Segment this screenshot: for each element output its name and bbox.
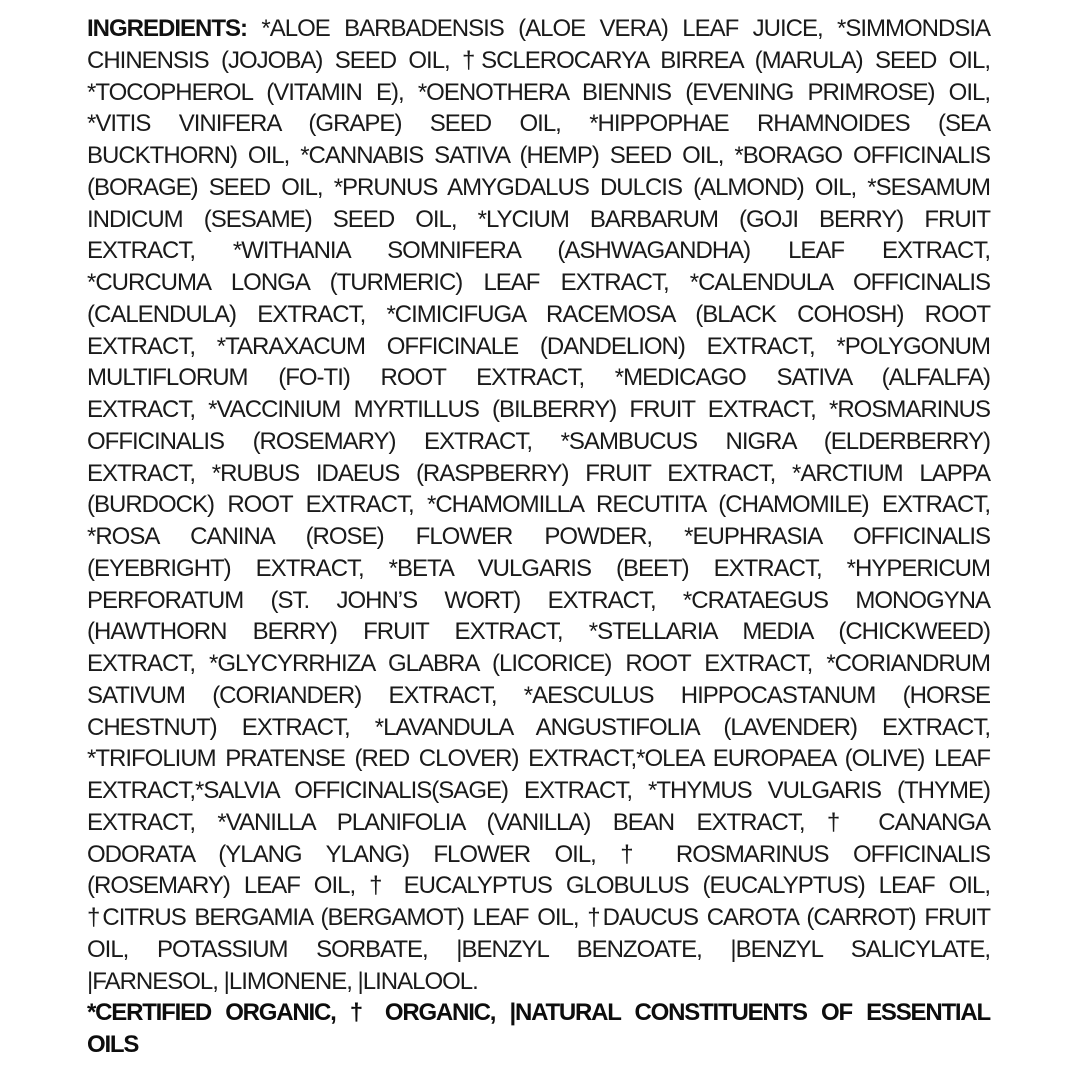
ingredients-line: EXTRACT, *RUBUS IDAEUS (RASPBERRY) FRUIT EXTRACT, *ARCTIUM LAPPA bbox=[87, 459, 990, 487]
ingredients-line: (BORAGE) SEED OIL, *PRUNUS AMYGDALUS DULCIS (ALMOND) OIL, *SESAMUM bbox=[87, 173, 990, 201]
ingredients-line: EXTRACT, *WITHANIA SOMNIFERA (ASHWAGANDHA) LEAF EXTRACT, bbox=[87, 237, 990, 265]
ingredients-line: (EYEBRIGHT) EXTRACT, *BETA VULGARIS (BEET) EXTRACT, *HYPERICUM bbox=[87, 554, 990, 582]
ingredients-lines bbox=[87, 45, 990, 966]
ingredients-line: INDICUM (SESAME) SEED OIL, *LYCIUM BARBARUM (GOJI BERRY) FRUIT bbox=[87, 205, 990, 233]
ingredients-line: OIL, POTASSIUM SORBATE, |BENZYL BENZOATE, |BENZYL SALICYLATE, bbox=[87, 935, 990, 963]
ingredients-paragraph bbox=[87, 13, 990, 1061]
organic-legend bbox=[87, 997, 990, 1061]
ingredients-line: *TRIFOLIUM PRATENSE (RED CLOVER) EXTRACT,*OLEA EUROPAEA (OLIVE) LEAF bbox=[87, 745, 990, 773]
ingredients-line: (ROSEMARY) LEAF OIL, † EUCALYPTUS GLOBULUS (EUCALYPTUS) LEAF OIL, bbox=[87, 872, 990, 900]
ingredients-line: PERFORATUM (ST. JOHN’S WORT) EXTRACT, *CRATAEGUS MONOGYNA bbox=[87, 586, 990, 614]
ingredients-last-line: |FARNESOL, |LIMONENE, |LINALOOL. bbox=[87, 967, 478, 995]
ingredients-line: (BURDOCK) ROOT EXTRACT, *CHAMOMILLA RECUTITA (CHAMOMILE) EXTRACT, bbox=[87, 491, 990, 519]
ingredients-line: EXTRACT, *VANILLA PLANIFOLIA (VANILLA) BEAN EXTRACT, † CANANGA bbox=[87, 808, 990, 836]
ingredients-line: *CURCUMA LONGA (TURMERIC) LEAF EXTRACT, *CALENDULA OFFICINALIS bbox=[87, 269, 990, 296]
ingredients-line: BUCKTHORN) OIL, *CANNABIS SATIVA (HEMP) SEED OIL, *BORAGO OFFICINALIS bbox=[87, 142, 990, 169]
ingredients-line: MULTIFLORUM (FO-TI) ROOT EXTRACT, *MEDICAGO SATIVA (ALFALFA) bbox=[87, 364, 990, 392]
ingredients-first-line-text: *ALOE BARBADENSIS (ALOE VERA) LEAF JUICE, *SIMMONDSIA bbox=[261, 15, 991, 42]
ingredients-line: EXTRACT, *VACCINIUM MYRTILLUS (BILBERRY) FRUIT EXTRACT, *ROSMARINUS bbox=[87, 396, 990, 423]
ingredients-line: *VITIS VINIFERA (GRAPE) SEED OIL, *HIPPOPHAE RHAMNOIDES (SEA bbox=[87, 110, 990, 138]
ingredients-line: (CALENDULA) EXTRACT, *CIMICIFUGA RACEMOSA (BLACK COHOSH) ROOT bbox=[87, 300, 990, 328]
ingredients-line: CHINENSIS (JOJOBA) SEED OIL, †SCLEROCARYA BIRREA (MARULA) SEED OIL, bbox=[87, 46, 990, 74]
ingredients-line: (HAWTHORN BERRY) FRUIT EXTRACT, *STELLARIA MEDIA (CHICKWEED) bbox=[87, 618, 990, 646]
ingredients-line: OFFICINALIS (ROSEMARY) EXTRACT, *SAMBUCUS NIGRA (ELDERBERRY) bbox=[87, 427, 990, 455]
ingredients-heading: INGREDIENTS: bbox=[87, 15, 248, 42]
ingredients-line: EXTRACT,*SALVIA OFFICINALIS(SAGE) EXTRACT, *THYMUS VULGARIS (THYME) bbox=[87, 777, 990, 804]
ingredients-line: ODORATA (YLANG YLANG) FLOWER OIL, † ROSMARINUS OFFICINALIS bbox=[87, 840, 990, 868]
ingredients-line: CHESTNUT) EXTRACT, *LAVANDULA ANGUSTIFOLIA (LAVENDER) EXTRACT, bbox=[87, 713, 990, 741]
ingredients-line: *TOCOPHEROL (VITAMIN E), *OENOTHERA BIENNIS (EVENING PRIMROSE) OIL, bbox=[87, 78, 990, 106]
ingredients-line: SATIVUM (CORIANDER) EXTRACT, *AESCULUS HIPPOCASTANUM (HORSE bbox=[87, 681, 990, 709]
ingredients-line: †CITRUS BERGAMIA (BERGAMOT) LEAF OIL, †DAUCUS CAROTA (CARROT) FRUIT bbox=[87, 904, 990, 931]
ingredients-first-line bbox=[87, 13, 990, 45]
ingredients-line: EXTRACT, *TARAXACUM OFFICINALE (DANDELION) EXTRACT, *POLYGONUM bbox=[87, 332, 990, 360]
legend-line-2: OILS bbox=[87, 1031, 139, 1058]
ingredients-line: *ROSA CANINA (ROSE) FLOWER POWDER, *EUPHRASIA OFFICINALIS bbox=[87, 523, 990, 550]
ingredients-line: EXTRACT, *GLYCYRRHIZA GLABRA (LICORICE) ROOT EXTRACT, *CORIANDRUM bbox=[87, 650, 990, 677]
legend-line-1: *CERTIFIED ORGANIC, † ORGANIC, |NATURAL CONSTITUENTS OF ESSENTIAL bbox=[87, 999, 990, 1027]
